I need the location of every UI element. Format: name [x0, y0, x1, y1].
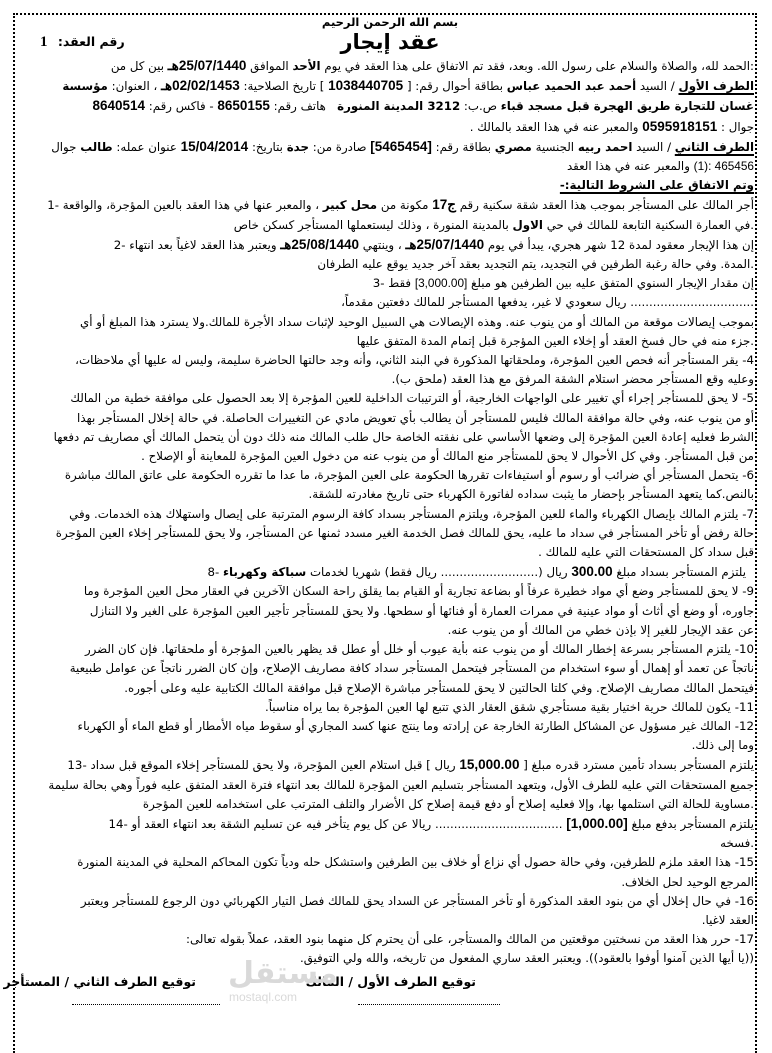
clause-text: ريال ] قبل استلام العين المؤجرة، ولا يحق للمستأجر إخلاء الموقع قبل سداد -13	[67, 758, 456, 773]
clause-1-unit: ج17	[432, 197, 456, 213]
clause-text: .جزء منه في حال فسخ العقد أو إخلاء العين المؤجرة قبل إتمام المدة المتفق عليها	[356, 333, 754, 348]
clause-8	[26, 562, 754, 582]
party1-mobile: 0595918151	[642, 118, 718, 134]
clause-10-cont	[26, 659, 754, 678]
clause-text: ، وينتهي	[362, 237, 402, 252]
clause-17	[26, 930, 754, 949]
clause-text: 12- المالك غير مسؤول عن المشاكل الطارئة الخارجة عن إرادته وما ينتج عنها كسد المجاري أو سقوط مياه الأمطار أو قطع الماء أو الكهرباء	[77, 718, 754, 733]
clause-text: .فسخه	[720, 836, 754, 851]
clause-text: من قبل المستأجر. وفي كل الأحوال لا يحق للمستأجر منع المالك أو من ينوب عنه من دخول العين المؤجرة للمعاينة أو الإصلاح .	[141, 449, 754, 464]
clause-13	[26, 755, 754, 775]
clause-9	[26, 582, 754, 601]
party1-text: جوال :	[721, 119, 754, 134]
clause-7-cont	[26, 524, 754, 543]
clause-text: إن مقدار الإيجار السنوي المتفق عليه بين الطرفين هو مبلغ	[471, 276, 754, 291]
clause-text: 6- يتحمل المستأجر أي ضرائب أو رسوم أو استيفاءات تقررها الحكومة على العين المؤجرة، ما عدا ما تقرره الحكومة على عاتق المالك مباشرة	[64, 468, 754, 483]
clause-9-cont	[26, 602, 754, 621]
clause-17-cont	[26, 949, 754, 968]
signature-party2-label: توقيع الطرف الثاني / المستأجر	[3, 974, 196, 989]
clause-16	[26, 892, 754, 911]
clause-text: عن عقد الإيجار للغير إلا بإذن خطي من المالك أو من ينوب عنه.	[447, 622, 754, 637]
clause-text: الشرط فعليه إعادة العين المؤجرة إلى وضعها الأساسي على نفقته الخاصة حال طلب المالك منه ذلك دون أن يتحمل المالك أي مصاريف تم دفعها	[53, 429, 754, 444]
clause-text: يلتزم المستأجر بسداد مبلغ	[616, 565, 746, 580]
clause-2-end-date: 25/08/1440هـ	[280, 236, 359, 252]
party2-text: والمعبر عنه في هذا العقد	[566, 159, 690, 174]
clause-text: فيتحمل المالك مصاريف الإصلاح. وفي كلتا الحالتين لا يحق للمستأجر مباشرة الإصلاح قبل موافقة المالك الكتابية عليه وعلى أجوره.	[124, 680, 754, 695]
party1-name: أحمد عبد الحميد عباس	[506, 79, 637, 94]
party2-id: [5465454]	[370, 138, 432, 154]
clause-text: مكونة من	[380, 198, 429, 213]
party2-name: احمد ربيه	[577, 139, 633, 154]
clause-14-cont	[26, 834, 754, 853]
contract-number-label: رقم العقد:	[57, 34, 125, 49]
conditions-heading	[26, 176, 754, 195]
intro-line	[26, 56, 754, 76]
clause-13-amount: 15,000.00	[459, 757, 520, 773]
party1-text: / السيد	[639, 79, 675, 94]
clause-9-cont	[26, 621, 754, 640]
party1-text: هاتف رقم:	[273, 99, 326, 114]
party2-text: صادرة من:	[312, 139, 367, 154]
party2-work: طالب	[80, 139, 113, 154]
clause-10	[26, 640, 754, 659]
clause-4	[26, 351, 754, 370]
clause-text: حالة رفض أو تأخر المستأجر في سداد ما عليه، يحق للمالك فصل الخدمة الغير مسدد ثمنها عن المستأجر، ولا يحق للمستأجر إخلاء العين المؤجرة	[55, 525, 754, 540]
clause-5	[26, 389, 754, 408]
clause-4-cont	[26, 370, 754, 389]
clause-text: قبل سداد كل المستحقات التي عليه للمالك .	[538, 545, 754, 560]
party1-text: ] تاريخ الصلاحية:	[243, 79, 325, 94]
clause-text: العقد لاغيا.	[701, 912, 754, 927]
clause-text: فقط -3	[372, 276, 412, 291]
party1-address: غسان للتجارة طريق الهجرة قبل مسجد قباء	[500, 99, 754, 114]
clause-text: بالمدينة المنورة ، وذلك ليستعملها المستأجر كسكن خاص	[233, 217, 509, 232]
clause-6	[26, 466, 754, 485]
clause-7-cont	[26, 543, 754, 562]
party2-text: بطاقة رقم:	[435, 139, 492, 154]
party1-line-3	[26, 117, 754, 137]
clause-3-cont	[26, 293, 754, 312]
party2-line-2	[26, 157, 754, 176]
clause-text: 11- يكون للمالك حرية اختيار بقية مستأجري شقق العقار الذي تتبع لها العين المؤجرة بما يراه مناسباً.	[264, 699, 754, 714]
watermark-logo	[228, 956, 338, 1004]
clause-3-amount: [3,000.00]	[414, 276, 468, 291]
signature-party2-line[interactable]	[72, 1004, 220, 1005]
clause-8-services: سباكة وكهرباء	[223, 565, 307, 580]
contract-number-value: 1	[40, 34, 48, 50]
party1-phone: 8650155	[217, 98, 270, 114]
clause-8-amount: 300.00	[571, 564, 613, 580]
clause-5-cont	[26, 428, 754, 447]
clause-text: 17- حرر هذا العقد من نسختين موقعتين من المالك والمستأجر، على أن يحترم كل منهما بنود العقد، عملاً بقوله تعالى:	[185, 932, 754, 947]
clause-text: أو من ينوب عنه، وفي حالة موافقة المالك فليس للمستأجر أن يطالب بأي تعويض مادي عن التغييرات الحاصلة. في حالة إخلال المستأجر بهذا	[77, 410, 754, 425]
clause-1	[26, 195, 754, 215]
intro-text: الموافق	[250, 59, 289, 73]
clause-text: 5- لا يحق للمستأجر إجراء أي تغيير على الواجهات الخارجية، أو الترتيبات الداخلية للعين المؤجرة إلا بعد الحصول على موافقة خطية من المالك	[70, 391, 754, 406]
clause-text: يلتزم المستأجر بسداد تأمين مسترد قدره مبلغ [	[523, 758, 754, 773]
party1-fax: 8640514	[92, 98, 146, 114]
clause-text: 16- في حال إخلال أي من بنود العقد المذكورة أو تأخر المستأجر عن السداد يحق للمالك فصل التيار الكهربائي دون الرجوع للمستأجر ويعتبر	[80, 893, 754, 908]
party1-po-box: 3212 المدينة المنورة	[337, 99, 461, 114]
party1-text: - فاكس رقم:	[148, 99, 214, 114]
clause-text: 10- يلتزم المستأجر بسرعة إخطار المالك أو من ينوب عنه بأية عيوب أو خلل أو عطل قد يظهر بالعين المؤجرة أو ملحقاتها. فإن كان الضرر	[84, 642, 754, 657]
clause-1-cont	[26, 216, 754, 235]
clause-text: .................................. ريالا عن كل يوم يتأخر فيه عن تسليم الشقة بعد انتهاء العقد أو -14	[108, 816, 563, 831]
watermark-domain: mostaql.com	[228, 990, 298, 1004]
clause-text: جاوره، أو وضع أي أثاث أو مواد عينية في ممرات العمارة أو فنائها أو سطحها. ولا يحق للمستأجر تأجير العين المؤجرة على الغير ولا التنازل	[89, 603, 754, 618]
clause-15-cont	[26, 873, 754, 892]
clause-15	[26, 853, 754, 872]
clause-5-cont	[26, 409, 754, 428]
clause-3-cont	[26, 332, 754, 351]
party1-id: 1038440705	[328, 78, 404, 94]
party1-text: ، العنوان:	[111, 79, 158, 94]
clause-text: بموجب إيصالات موقعة من المالك أو من ينوب عنه. وهذه الإيصالات هي السبيل الوحيد لإثبات سداد الأجرة للمالك.ولا يسترد هذا المبلغ أو أي	[80, 314, 754, 329]
clause-7	[26, 505, 754, 524]
contract-number	[40, 34, 125, 51]
clause-text: 9- لا يحق للمستأجر وضع أي مواد خطيرة عرفاً أو بضاعة تجارية أو القيام بما يقلق راحة السكان الآخرين في العقار محل العين المؤجرة وما	[83, 584, 754, 599]
clause-11	[26, 698, 754, 717]
clause-13-cont	[26, 776, 754, 795]
signature-party1-line[interactable]	[358, 1004, 500, 1005]
intro-text: :الحمد لله، والصلاة والسلام على رسول الله. وبعد، فقد تم الاتفاق على هذا العقد في يوم	[324, 59, 754, 73]
clause-text: 4- يقر المستأجر أنه فحص العين المؤجرة، وملحقاتها المذكورة في البند الثاني، وأنه وجد حالتها الحاضرة سليمة، وليس له عليها أي ملاحظات،	[75, 353, 754, 368]
clause-14-amount: [1,000.00]	[566, 815, 628, 831]
clause-12	[26, 717, 754, 736]
party2-label: الطرف الثاني	[674, 139, 754, 154]
clause-text: .المدة. وفي حالة رغبة الطرفين في التجديد، يتم التجديد بعقد آخر جديد يوقع عليه الطرفان	[317, 257, 754, 272]
clause-text: جميع المستحقات التي عليه للطرف الأول، ويتعهد المستأجر بتسليم العين المؤجرة للمالك بعد انتهاء فترة العقد المتفق عليه فوراً وهي بحالة سليمة	[48, 777, 754, 792]
clause-12-cont	[26, 736, 754, 755]
clause-1-district: الاول	[512, 217, 543, 232]
clause-text: وما إلى ذلك.	[691, 738, 754, 753]
party1-label: الطرف الأول	[678, 79, 754, 94]
clause-2	[26, 235, 754, 255]
party2-text: عنوان عمله:	[116, 139, 177, 154]
clause-text: .في العمارة السكنية التابعة للمالك في حي	[546, 217, 754, 232]
clause-10-cont	[26, 679, 754, 698]
clause-1-rooms: محل كبير	[322, 198, 378, 213]
intro-date: 25/07/1440هـ	[167, 58, 247, 73]
clause-text: 7- يلتزم المالك بإيصال الكهرباء والماء للعين المؤجرة، ويلتزم المستأجر بسداد كافة الرسوم المترتبة على إيصال واستهلاك هذه الخدمات. وفي	[69, 506, 754, 521]
clause-text: أجر المالك على المستأجر بموجب هذا العقد شقة سكنية رقم	[459, 198, 754, 213]
clause-14	[26, 814, 754, 834]
clause-5-cont	[26, 447, 754, 466]
clause-6-cont	[26, 485, 754, 504]
watermark-arabic: مستقل	[228, 956, 338, 991]
clause-text: ناتجاً عن تعمد أو إهمال أو سوء استخدام من المستأجر فيتحمل المستأجر سداد كافة مصاريف الإصلاح، وإن كان الضرر ناتجاً عن عوامل طبيعية	[69, 661, 754, 676]
clause-text: إن هذا الإيجار معقود لمدة 12 شهر هجري، يبدأ في يوم	[487, 237, 754, 252]
bismillah: بسم الله الرحمن الرحيم	[321, 15, 459, 29]
clause-3-cont	[26, 313, 754, 332]
party2-text: الجنسية	[535, 139, 575, 154]
clause-text: 15- هذا العقد ملزم للطرفين، وفي حالة حصول أي نزاع أو خلاف بين الطرفين واستشكل حله ودياً تكون المحاكم المحلية في المدينة المنورة	[77, 855, 754, 870]
contract-document	[26, 14, 754, 969]
party2-mobile: (1): 465456	[693, 159, 754, 174]
party1-expiry: 02/02/1453هـ	[161, 78, 240, 94]
signature-party1-label: توقيع الطرف الأول / المالك	[305, 974, 476, 989]
clause-text: ................................. ريال سعودي لا غير، يدفعها المستأجر للمالك دفعتين مقدماً،	[341, 295, 754, 310]
clause-text: بالنص.كما يتعهد المستأجر بإحضار ما يثبت سداده لفاتورة الكهرباء حتى تاريخ مغادرته للشقة.	[308, 487, 754, 502]
clause-text: -8	[207, 565, 220, 580]
clause-16-cont	[26, 911, 754, 930]
party1-line-2	[26, 96, 754, 116]
party2-text: / السيد	[636, 139, 672, 154]
intro-text: بين كل من	[110, 59, 164, 73]
clause-text: المرجع الوحيد لحل الخلاف.	[621, 874, 754, 889]
clause-3	[26, 274, 754, 293]
clause-2-cont	[26, 255, 754, 274]
party1-text: بطاقة أحوال رقم: [	[406, 79, 503, 94]
document-title: عقد إيجار	[340, 30, 440, 54]
party2-issued-from: جدة	[286, 139, 309, 154]
clause-text: ويعتبر هذا العقد لاغياً بعد انتهاء -2	[113, 237, 277, 252]
clause-text: وعليه وقع المستأجر محضر استلام الشقة المرفق مع هذا العقد (ملحق ب).	[391, 372, 754, 387]
clause-text: ((يا أيها الذين آمنوا أوفوا بالعقود)). ويعتبر العقد ساري المفعول من تاريخه، والله ولي التوفيق.	[299, 951, 754, 966]
party2-nationality: مصري	[494, 139, 532, 154]
clause-2-start-date: 25/07/1440هـ	[405, 236, 485, 252]
party2-text: بتاريخ:	[251, 139, 283, 154]
party1-text: ص.ب:	[463, 99, 498, 114]
party2-text: جوال	[51, 139, 77, 154]
party1-address: مؤسسة	[62, 79, 108, 94]
clause-text: .مساوية للحالة التي استلمها بها، وإلا فعليه إصلاح أو دفع قيمة إصلاح كل الأضرار والتلف المترتب على استخدامه للعين المؤجرة	[142, 796, 754, 811]
clause-13-cont	[26, 795, 754, 814]
clause-text: يلتزم المستأجر بدفع مبلغ	[631, 816, 754, 831]
party1-line-1	[26, 76, 754, 96]
party2-line-1	[26, 137, 754, 157]
clause-text: ، والمعبر عنها في هذا العقد بالعين المؤجرة، والواقعة -1	[47, 198, 320, 213]
conditions-heading-text: وتم الاتفاق على الشروط التالية:-	[559, 178, 754, 193]
clause-text: ريال (.......................... ريال فقط) شهريا لخدمات	[309, 565, 568, 580]
party2-issue-date: 15/04/2014	[180, 138, 249, 154]
intro-day: الأحد	[292, 59, 321, 73]
party1-text: والمعبر عنه في هذا العقد بالمالك .	[469, 119, 639, 134]
